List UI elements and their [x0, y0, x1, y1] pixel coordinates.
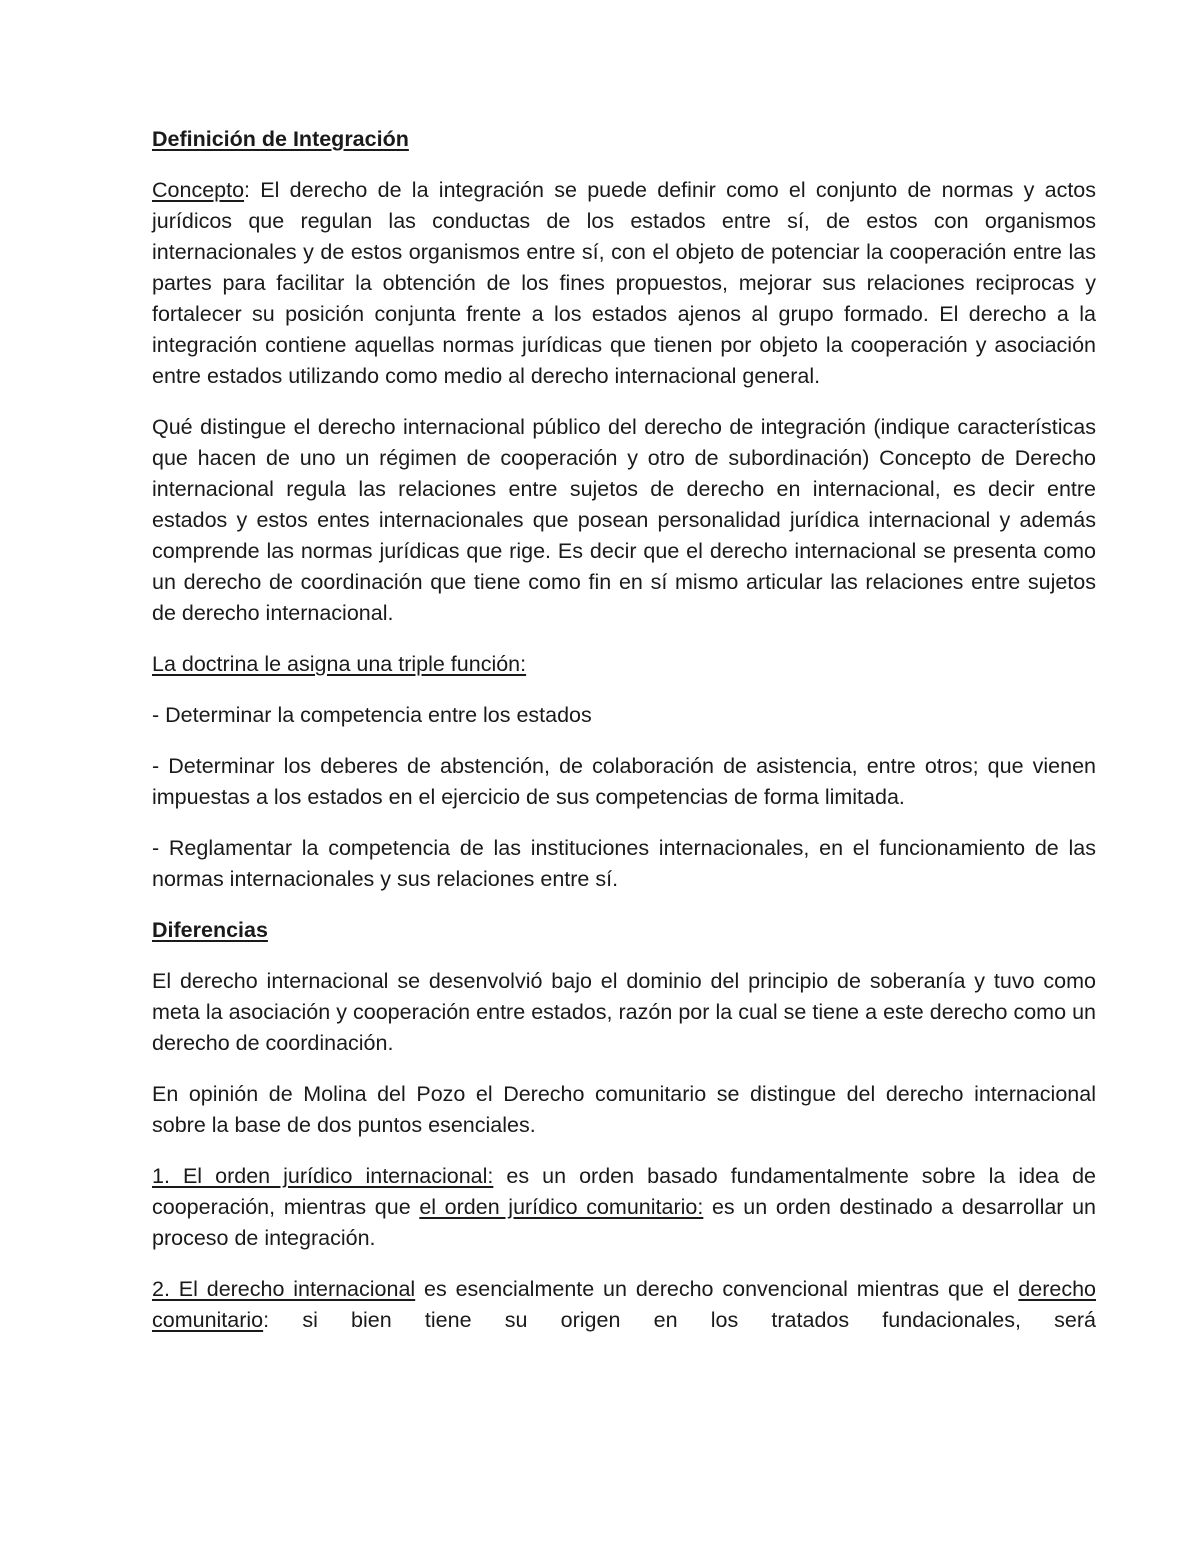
concepto-text: : El derecho de la integración se puede definir como el conjunto de normas y actos jurídicos que regulan las conductas de los estados entre sí, de estos con organismos internacionales y de estos organismos entre sí, con el objeto de potenciar la cooperación entre las partes para facilitar la obtención de los fines propuestos, mejorar sus relaciones reciprocas y fortalecer su posición conjunta frente a los estados ajenos al grupo formado. El derecho a la integración contiene aquellas normas jurídicas que tienen por objeto la cooperación y asociación entre estados utilizando como medio al derecho internacional general.	[152, 178, 1096, 388]
point-1-label: 1. El orden jurídico internacional:	[152, 1164, 494, 1188]
paragraph-concepto	[152, 175, 1096, 392]
concepto-label: Concepto	[152, 178, 245, 202]
heading-diferencias	[152, 915, 1096, 946]
doctrina-label: La doctrina le asigna una triple función:	[152, 652, 527, 676]
paragraph-point-1	[152, 1161, 1096, 1254]
point-2-label: 2. El derecho internacional	[152, 1277, 416, 1301]
diff-1-text: El derecho internacional se desenvolvió bajo el dominio del principio de soberanía y tuvo como meta la asociación y cooperación entre estados, razón por la cual se tiene a este derecho como un derecho de coordinación.	[152, 969, 1096, 1055]
paragraph-point-2	[152, 1274, 1096, 1336]
paragraph-question	[152, 412, 1096, 629]
point-2-text-a: es esencialmente un derecho convencional mientras que el	[415, 1277, 1019, 1301]
document-page	[152, 124, 1096, 1356]
bullet-3-text: - Reglamentar la competencia de las instituciones internacionales, en el funcionamiento de las normas internacionales y sus relaciones entre sí.	[152, 836, 1096, 891]
heading-diferencias-text: Diferencias	[152, 918, 268, 942]
point-2-label-b: derecho comunitario	[152, 1277, 1096, 1332]
point-1-text-b: es un orden destinado a desarrollar un proceso de integración.	[152, 1195, 1097, 1250]
list-item-2	[152, 751, 1096, 813]
point-2-text-b: : si bien tiene su origen en los tratados fundacionales, será	[263, 1308, 1096, 1332]
heading-definicion	[152, 124, 1096, 155]
diff-2-text: En opinión de Molina del Pozo el Derecho comunitario se distingue del derecho internacional sobre la base de dos puntos esenciales.	[152, 1082, 1096, 1137]
heading-definicion-text: Definición de Integración	[152, 127, 409, 151]
point-1-label-b: el orden jurídico comunitario:	[419, 1195, 704, 1219]
paragraph-diff-1	[152, 966, 1096, 1059]
question-text: Qué distingue el derecho internacional público del derecho de integración (indique características que hacen de uno un régimen de cooperación y otro de subordinación) Concepto de Derecho internacional regula las relaciones entre sujetos de derecho en internacional, es decir entre estados y estos entes internacionales que posean personalidad jurídica internacional y además comprende las normas jurídicas que rige. Es decir que el derecho internacional se presenta como un derecho de coordinación que tiene como fin en sí mismo articular las relaciones entre sujetos de derecho internacional.	[152, 415, 1096, 625]
bullet-2-text: - Determinar los deberes de abstención, de colaboración de asistencia, entre otros; que vienen impuestas a los estados en el ejercicio de sus competencias de forma limitada.	[152, 754, 1096, 809]
bullet-1-text: - Determinar la competencia entre los estados	[152, 703, 592, 727]
list-item-1	[152, 700, 1096, 731]
paragraph-doctrina	[152, 649, 1096, 680]
paragraph-diff-2	[152, 1079, 1096, 1141]
list-item-3	[152, 833, 1096, 895]
point-1-text-a: es un orden basado fundamentalmente sobre la idea de cooperación, mientras que	[152, 1164, 1096, 1219]
